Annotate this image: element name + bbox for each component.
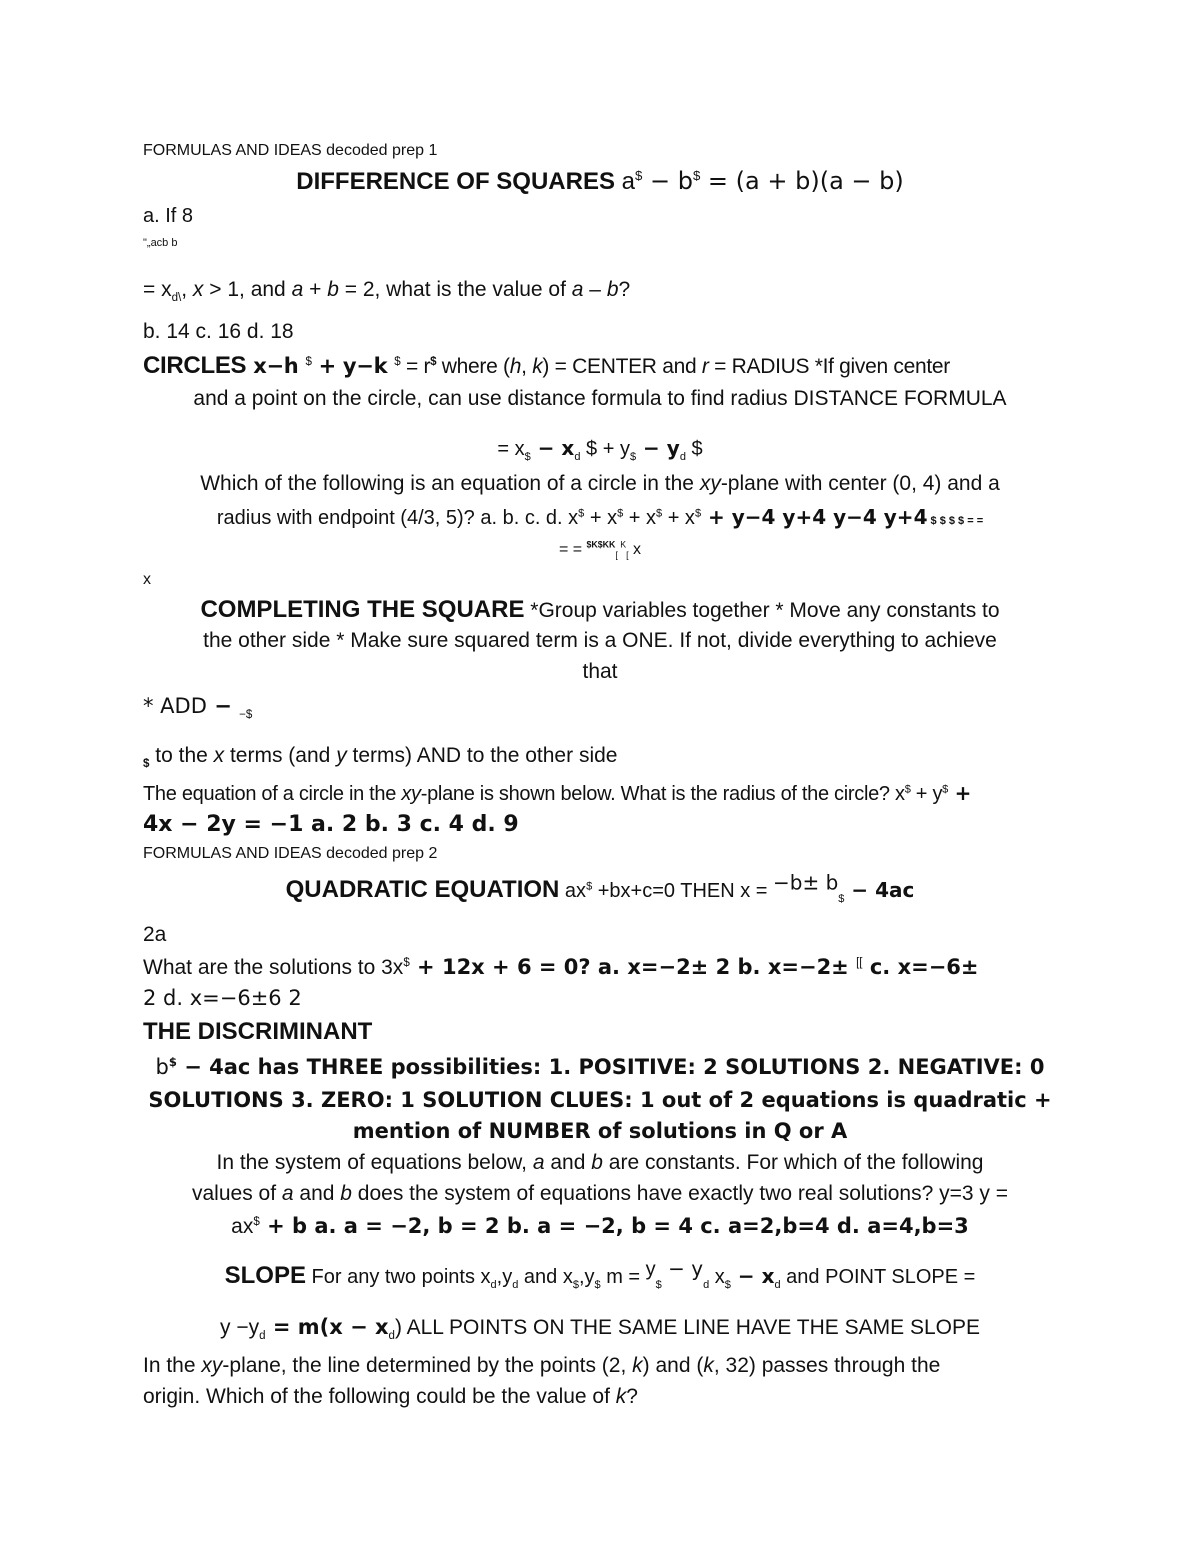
discriminant-text: b$ − 4ac has THREE possibilities: 1. POSITIVE: 2 SOLUTIONS 2. NEGATIVE: 0: [155, 1055, 1045, 1079]
distance-formula: = $x_{\$} - x_d$ $ + $y_{\$} - y_d$ $: [497, 436, 703, 463]
question-text: In the xy-plane, the line determined by the points (2, k) and (k, 32) passes through the: [143, 1354, 941, 1377]
completing-square-text: $_{\$}$ to the x terms (and y terms) AND to the other side: [143, 744, 618, 771]
slope-line: SLOPE For any two points $x_d,y_d$ and $x_{\$},y_{\$}$ m = $^y_{\$}$ $^{- y}_d$ $x_{\$} - x_d$ and POINT SLOPE =: [224, 1256, 976, 1291]
question-text: In the system of equations below, a and b are constants. For which of the following: [216, 1151, 984, 1174]
section-heading: COMPLETING THE SQUARE: [200, 596, 525, 623]
question-text: = $x_{d\backslash}$, x > 1, and a + b = 2, what is the value of a – b?: [143, 278, 631, 305]
section-heading: DIFFERENCE OF SQUARES: [296, 168, 615, 195]
quadratic-formula-line: QUADRATIC EQUATION ax$ +bx+c=0 THEN x = $^{-b\pm b}_{\$}$ − 4ac: [285, 870, 915, 905]
question-options: 2 d. x=−6±6 2: [143, 986, 302, 1010]
question-options: ax$ + b a. a = −2, b = 2 b. a = −2, b = 4 c. a=2,b=4 d. a=4,b=3: [231, 1214, 969, 1238]
completing-square-add: * ADD − $_{-\$}$: [143, 694, 253, 722]
circles-line: CIRCLES x−h $ + y−k $ = r$ where (h, k) = CENTER and r = RADIUS *If given center: [143, 352, 950, 379]
completing-square-text: the other side * Make sure squared term is a ONE. If not, divide everything to achieve: [203, 629, 997, 652]
garbled-fragment: x: [143, 571, 151, 588]
page-header: FORMULAS AND IDEAS decoded prep 1: [143, 142, 438, 159]
completing-square-text: that: [582, 660, 618, 683]
question-text: origin. Which of the following could be the value of k?: [143, 1385, 638, 1408]
section-heading: THE DISCRIMINANT: [143, 1018, 373, 1045]
question-text: The equation of a circle in the xy-plane is shown below. What is the radius of the circle? x$ + y$ +: [143, 781, 972, 805]
question-text: What are the solutions to 3x$ + 12x + 6 = 0? a. x=−2± 2 b. x=−2± [[ c. x=−6±: [143, 955, 979, 979]
section-heading: QUADRATIC EQUATION: [285, 876, 560, 903]
discriminant-text: mention of NUMBER of solutions in Q or A: [352, 1119, 848, 1143]
question-options: 4x − 2y = −1 a. 2 b. 3 c. 4 d. 9: [143, 812, 519, 837]
section-heading: SLOPE: [224, 1262, 306, 1289]
answer-options: b. 14 c. 16 d. 18: [143, 320, 294, 343]
circles-text: and a point on the circle, can use distance formula to find radius DISTANCE FORMULA: [193, 387, 1007, 410]
question-text: radius with endpoint (4/3, 5)? a. b. c. d. x$ + x$ + x$ + x$ + y−4 y+4 y−4 y+4 $ $ $ $ = =: [216, 505, 984, 529]
section-heading: CIRCLES: [143, 352, 247, 379]
discriminant-text: SOLUTIONS 3. ZERO: 1 SOLUTION CLUES: 1 out of 2 equations is quadratic +: [148, 1088, 1052, 1112]
garbled-fragment: "„acb b: [143, 237, 178, 249]
completing-square-line: COMPLETING THE SQUARE *Group variables together * Move any constants to: [200, 596, 1000, 623]
question-text: a. If 8: [143, 205, 194, 227]
garbled-fragment: = = $^{\$K\$KK}_[$ $^K_[$ x: [558, 539, 642, 561]
formula-denominator: 2a: [143, 923, 167, 946]
page-header: FORMULAS AND IDEAS decoded prep 2: [143, 845, 438, 862]
question-text: Which of the following is an equation of a circle in the xy-plane with center (0, 4) and a: [200, 472, 1000, 495]
question-text: values of a and b does the system of equations have exactly two real solutions? y=3 y =: [191, 1182, 1009, 1205]
difference-of-squares-line: DIFFERENCE OF SQUARES a$ − b$ = (a + b)(a − b): [296, 167, 904, 195]
point-slope-line: $y -y_d = m(x - x_d)$ ALL POINTS ON THE SAME LINE HAVE THE SAME SLOPE: [219, 1315, 981, 1343]
